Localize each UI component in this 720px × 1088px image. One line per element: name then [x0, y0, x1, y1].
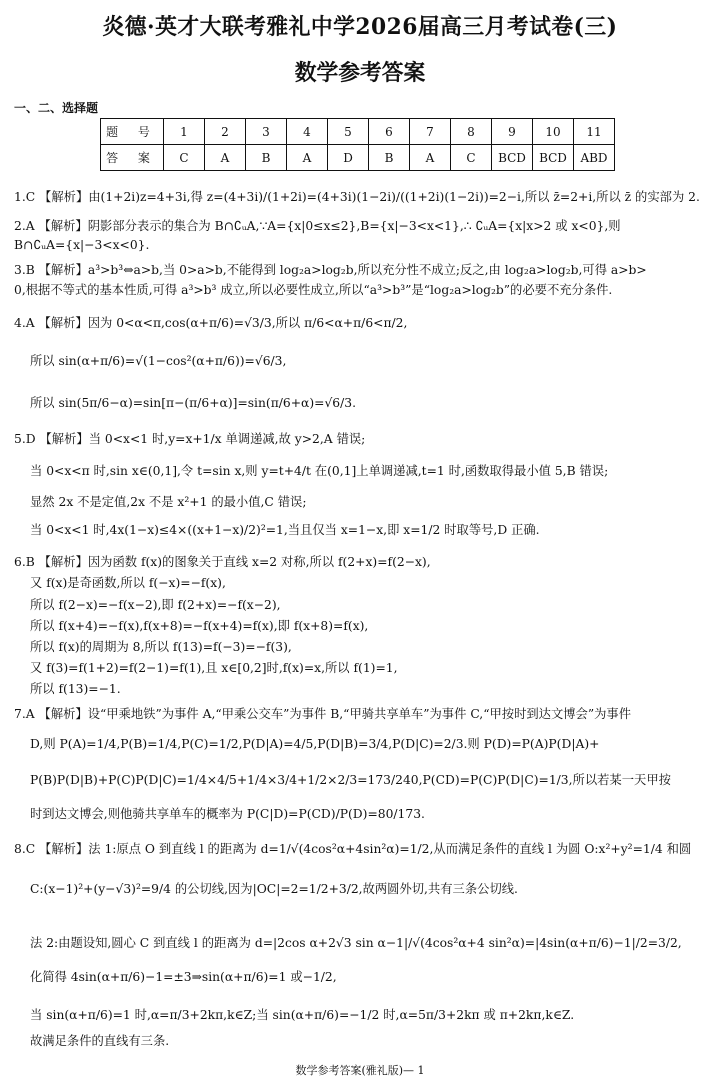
- question-number: 1: [164, 119, 205, 145]
- solution-line: 1.C 【解析】由(1+2i)z=4+3i,得 z=(4+3i)/(1+2i)=(4+3i)(1−2i)/((1+2i)(1−2i))=2−i,所以 z̄=2+i,所以 z̄ 的实部为 2.: [14, 190, 700, 204]
- solution-line: 6.B 【解析】因为函数 f(x)的图象关于直线 x=2 对称,所以 f(2+x)=f(2−x),: [14, 555, 431, 569]
- question-number: 6: [369, 119, 410, 145]
- page-title: 数学参考答案: [294, 60, 426, 86]
- answer-cell: C: [451, 145, 492, 171]
- question-number: 11: [574, 119, 615, 145]
- solution-line: C:(x−1)²+(y−√3)²=9/4 的公切线,因为|OC|=2=1/2+3/2,故两圆外切,共有三条公切线.: [30, 882, 518, 896]
- question-number: 8: [451, 119, 492, 145]
- answer-table: [100, 118, 615, 171]
- solution-line: 又 f(3)=f(1+2)=f(2−1)=f(1),且 x∈[0,2]时,f(x)=x,所以 f(1)=1,: [30, 661, 398, 675]
- solution-line: 0,根据不等式的基本性质,可得 a³>b³ 成立,所以必要性成立,所以“a³>b³”是“log₂a>log₂b”的必要不充分条件.: [14, 283, 613, 297]
- answer-cell: B: [246, 145, 287, 171]
- answer-cell: A: [410, 145, 451, 171]
- answer-cell: D: [328, 145, 369, 171]
- row-label-answer: 答 案: [101, 145, 164, 171]
- question-number: 7: [410, 119, 451, 145]
- solution-line: 所以 f(2−x)=−f(x−2),即 f(2+x)=−f(x−2),: [30, 598, 281, 612]
- answer-cell: B: [369, 145, 410, 171]
- solution-line: 7.A 【解析】设“甲乘地铁”为事件 A,“甲乘公交车”为事件 B,“甲骑共享单车”为事件 C,“甲按时到达文博会”为事件: [14, 707, 632, 721]
- table-row: [101, 145, 615, 171]
- answer-cell: A: [287, 145, 328, 171]
- answer-cell: ABD: [574, 145, 615, 171]
- solution-line: 所以 f(13)=−1.: [30, 682, 121, 696]
- solution-line: P(B)P(D|B)+P(C)P(D|C)=1/4×4/5+1/4×3/4+1/2×2/3=173/240,P(CD)=P(C)P(D|C)=1/3,所以若某一天甲按: [30, 773, 671, 787]
- question-number: 9: [492, 119, 533, 145]
- solution-line: 法 2:由题设知,圆心 C 到直线 l 的距离为 d=|2cos α+2√3 sin α−1|/√(4cos²α+4 sin²α)=|4sin(α+π/6)−1|/2=3/2,: [30, 936, 682, 950]
- question-number: 4: [287, 119, 328, 145]
- solution-line: 2.A 【解析】阴影部分表示的集合为 B∩∁ᵤA,∵A={x|0≤x≤2},B={x|−3<x<1},∴ ∁ᵤA={x|x>2 或 x<0},则: [14, 219, 621, 233]
- solution-line: D,则 P(A)=1/4,P(B)=1/4,P(C)=1/2,P(D|A)=4/5,P(D|B)=3/4,P(D|C)=2/3.则 P(D)=P(A)P(D|A)+: [30, 737, 600, 751]
- answer-cell: BCD: [492, 145, 533, 171]
- exam-title: 炎德·英才大联考雅礼中学2026届高三月考试卷(三): [102, 14, 618, 40]
- solution-line: 所以 f(x+4)=−f(x),f(x+8)=−f(x+4)=f(x),即 f(x+8)=f(x),: [30, 619, 369, 633]
- question-number: 10: [533, 119, 574, 145]
- solution-line: 所以 sin(α+π/6)=√(1−cos²(α+π/6))=√6/3,: [30, 354, 287, 368]
- solution-line: 当 sin(α+π/6)=1 时,α=π/3+2kπ,k∈Z;当 sin(α+π/6)=−1/2 时,α=5π/3+2kπ 或 π+2kπ,k∈Z.: [30, 1008, 575, 1022]
- page-footer: 数学参考答案(雅礼版)— 1: [295, 1064, 425, 1077]
- solution-line: 显然 2x 不是定值,2x 不是 x²+1 的最小值,C 错误;: [30, 495, 307, 509]
- solution-line: B∩∁ᵤA={x|−3<x<0}.: [14, 238, 150, 252]
- solution-line: 3.B 【解析】a³>b³⇔a>b,当 0>a>b,不能得到 log₂a>log₂b,所以充分性不成立;反之,由 log₂a>log₂b,可得 a>b>: [14, 263, 647, 277]
- answer-cell: BCD: [533, 145, 574, 171]
- section-heading: 一、二、选择题: [14, 101, 99, 115]
- question-number: 3: [246, 119, 287, 145]
- solution-line: 4.A 【解析】因为 0<α<π,cos(α+π/6)=√3/3,所以 π/6<α+π/6<π/2,: [14, 316, 408, 330]
- solution-line: 故满足条件的直线有三条.: [30, 1034, 170, 1048]
- question-number: 2: [205, 119, 246, 145]
- question-number: 5: [328, 119, 369, 145]
- answer-cell: C: [164, 145, 205, 171]
- solution-line: 又 f(x)是奇函数,所以 f(−x)=−f(x),: [30, 576, 226, 590]
- solution-line: 8.C 【解析】法 1:原点 O 到直线 l 的距离为 d=1/√(4cos²α+4sin²α)=1/2,从而满足条件的直线 l 为圆 O:x²+y²=1/4 和圆: [14, 842, 692, 856]
- row-label-number: 题 号: [101, 119, 164, 145]
- solution-line: 化简得 4sin(α+π/6)−1=±3⇒sin(α+π/6)=1 或−1/2,: [30, 970, 337, 984]
- answer-cell: A: [205, 145, 246, 171]
- solution-line: 当 0<x<π 时,sin x∈(0,1],令 t=sin x,则 y=t+4/t 在(0,1]上单调递减,t=1 时,函数取得最小值 5,B 错误;: [30, 464, 609, 478]
- solution-line: 时到达文博会,则他骑共享单车的概率为 P(C|D)=P(CD)/P(D)=80/173.: [30, 807, 425, 821]
- table-row: [101, 119, 615, 145]
- solution-line: 所以 sin(5π/6−α)=sin[π−(π/6+α)]=sin(π/6+α)=√6/3.: [30, 396, 356, 410]
- solution-line: 当 0<x<1 时,4x(1−x)≤4×((x+1−x)/2)²=1,当且仅当 x=1−x,即 x=1/2 时取等号,D 正确.: [30, 523, 540, 537]
- solution-line: 所以 f(x)的周期为 8,所以 f(13)=f(−3)=−f(3),: [30, 640, 292, 654]
- solution-line: 5.D 【解析】当 0<x<1 时,y=x+1/x 单调递减,故 y>2,A 错误;: [14, 432, 366, 446]
